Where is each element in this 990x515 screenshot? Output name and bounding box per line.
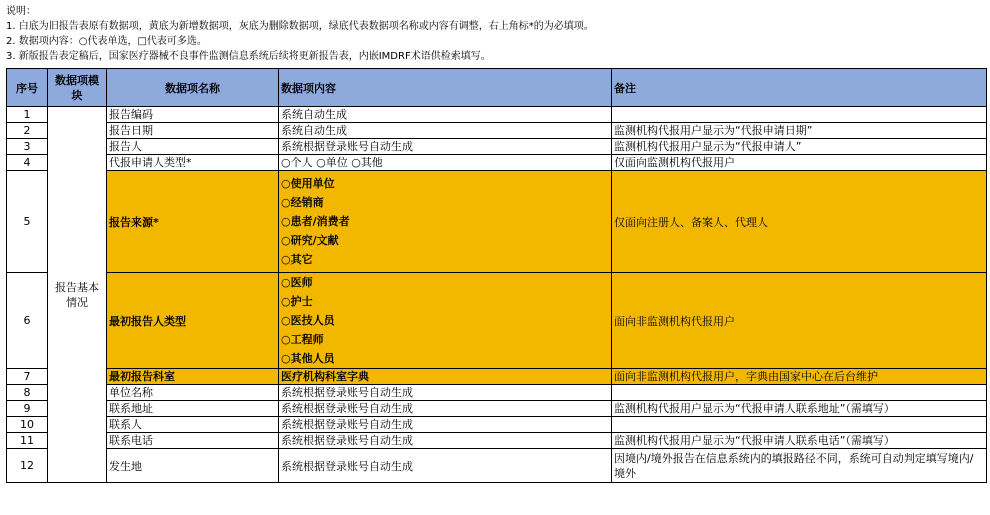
option-item: ○经销商 [281,196,324,209]
notes-title: 说明： [6,6,36,17]
module-cell: 报告基本情况 [48,107,107,483]
row-name: 发生地 [107,449,279,483]
row-remark: 因境内/境外报告在信息系统内的填报路径不同，系统可自动判定填写境内/境外 [612,449,987,483]
header-content: 数据项内容 [279,69,612,107]
row-content: 系统根据登录账号自动生成 [279,417,612,433]
header-module: 数据项模块 [48,69,107,107]
table-row [7,273,987,369]
row-seq: 9 [7,401,48,417]
option-item: ○使用单位 [281,177,335,190]
row-name: 报告来源* [107,171,279,273]
header-remark: 备注 [612,69,987,107]
row-seq: 7 [7,369,48,385]
option-item: ○其它 [281,253,313,266]
row-seq: 2 [7,123,48,139]
row-seq: 1 [7,107,48,123]
notes-block [6,4,594,64]
option-item: ○工程师 [281,333,324,346]
row-content: 系统自动生成 [279,123,612,139]
table-row [7,433,987,449]
table-row [7,369,987,385]
row-name: 联系人 [107,417,279,433]
row-remark: 面向非监测机构代报用户，字典由国家中心在后台维护 [612,369,987,385]
table-row [7,449,987,483]
row-content: 系统根据登录账号自动生成 [279,433,612,449]
row-content: 系统自动生成 [279,107,612,123]
row-content: 系统根据登录账号自动生成 [279,449,612,483]
row-seq: 4 [7,155,48,171]
row-remark [612,107,987,123]
row-seq: 8 [7,385,48,401]
row-remark: 监测机构代报用户显示为“代报申请人” [612,139,987,155]
row-name: 代报申请人类型* [107,155,279,171]
data-item-table [6,68,987,483]
table-row [7,107,987,123]
header-seq: 序号 [7,69,48,107]
table-row [7,139,987,155]
row-name: 报告编码 [107,107,279,123]
option-list [279,273,612,369]
table-row [7,401,987,417]
table-row [7,417,987,433]
row-content: ○个人 ○单位 ○其他 [279,155,612,171]
row-name: 单位名称 [107,385,279,401]
row-name: 最初报告人类型 [107,273,279,369]
row-seq: 11 [7,433,48,449]
option-item: ○护士 [281,295,313,308]
note-line-1: 1. 白底为旧报告表原有数据项，黄底为新增数据项，灰底为删除数据项，绿底代表数据项名称或内容有调整，右上角标*的为必填项。 [6,21,594,32]
note-line-2: 2. 数据项内容：○代表单选，□代表可多选。 [6,36,207,47]
row-content: 系统根据登录账号自动生成 [279,401,612,417]
table-row [7,171,987,273]
row-remark: 监测机构代报用户显示为“代报申请人联系地址”（需填写） [612,401,987,417]
row-remark: 监测机构代报用户显示为“代报申请日期” [612,123,987,139]
row-content: 系统根据登录账号自动生成 [279,385,612,401]
row-remark: 面向非监测机构代报用户 [612,273,987,369]
row-remark: 仅面向监测机构代报用户 [612,155,987,171]
row-remark [612,417,987,433]
row-name: 联系电话 [107,433,279,449]
row-remark [612,385,987,401]
row-name: 报告人 [107,139,279,155]
row-seq: 3 [7,139,48,155]
table-row [7,155,987,171]
option-item: ○医师 [281,276,313,289]
row-seq: 5 [7,171,48,273]
row-remark: 仅面向注册人、备案人、代理人 [612,171,987,273]
row-remark: 监测机构代报用户显示为“代报申请人联系电话”（需填写） [612,433,987,449]
row-seq: 6 [7,273,48,369]
table-row [7,123,987,139]
row-content: 医疗机构科室字典 [279,369,612,385]
row-name: 联系地址 [107,401,279,417]
header-name: 数据项名称 [107,69,279,107]
row-content: 系统根据登录账号自动生成 [279,139,612,155]
table-row [7,385,987,401]
option-item: ○其他人员 [281,352,335,365]
option-item: ○研究/文献 [281,234,339,247]
row-name: 报告日期 [107,123,279,139]
option-item: ○医技人员 [281,314,335,327]
row-seq: 12 [7,449,48,483]
option-item: ○患者/消费者 [281,215,350,228]
row-seq: 10 [7,417,48,433]
table-header-row [7,69,987,107]
option-list [279,171,612,273]
note-line-3: 3. 新版报告表定稿后，国家医疗器械不良事件监测信息系统后续将更新报告表，内嵌IMDRF术语供检索填写。 [6,51,491,62]
row-name: 最初报告科室 [107,369,279,385]
